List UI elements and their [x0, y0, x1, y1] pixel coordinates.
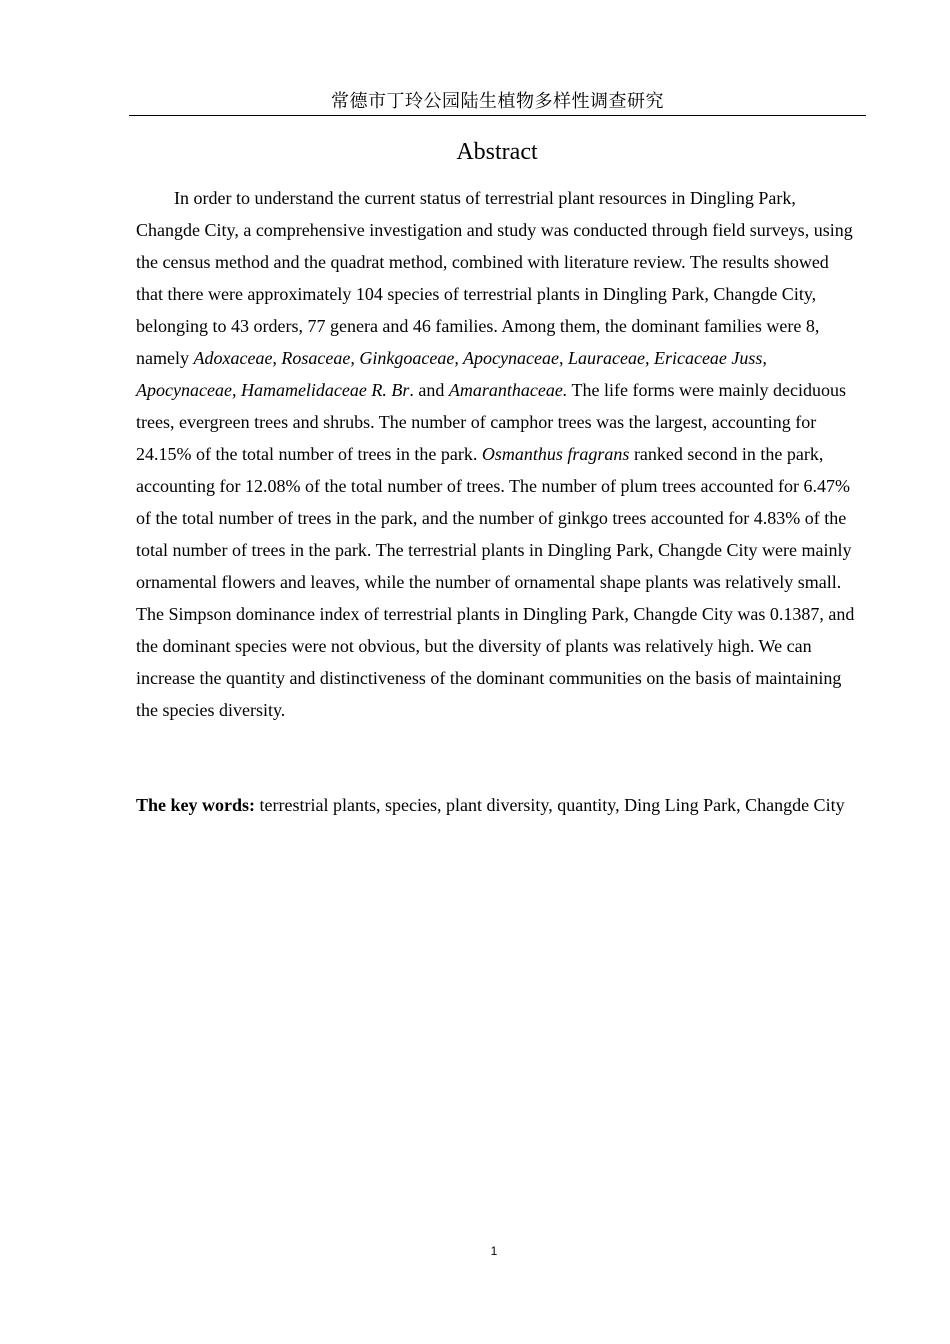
header-rule — [129, 115, 866, 116]
abstract-text: . and — [409, 380, 449, 400]
abstract-family-names: Adoxaceae, Rosaceae, Ginkgoaceae, Apocynaceae, Lauraceae, Ericaceae Juss, Apocynaceae, Hamamelidaceae R. Br — [136, 348, 767, 400]
abstract-family-name: Amaranthaceae. — [448, 380, 568, 400]
keywords-paragraph — [136, 789, 860, 821]
abstract-body — [136, 182, 860, 726]
page-number: 1 — [490, 1244, 498, 1258]
abstract-text: In order to understand the current status of terrestrial plant resources in Dingling Park, Changde City, a comprehensive investigation and study was conducted through field surveys, using the census method and the quadrat method, combined with literature review. The results showed that there were approximately 104 species of terrestrial plants in Dingling Park, Changde City, belonging to 43 orders, 77 genera and 46 families. Among them, the dominant families were 8, namely — [136, 188, 853, 368]
abstract-heading: Abstract — [456, 139, 538, 165]
running-header: 常德市丁玲公园陆生植物多样性调查研究 — [331, 91, 664, 112]
abstract-text: The life forms were mainly deciduous trees, evergreen trees and shrubs. The number of camphor trees was the largest, accounting for 24.15% of the total number of trees in the park. — [136, 380, 846, 464]
keywords-list: terrestrial plants, species, plant diversity, quantity, Ding Ling Park, Changde City — [255, 795, 845, 815]
keywords-label: The key words: — [136, 795, 256, 815]
abstract-species-name: Osmanthus fragrans — [481, 444, 630, 464]
abstract-text: ranked second in the park, accounting for 12.08% of the total number of trees. The number of plum trees accounted for 6.47% of the total number of trees in the park, and the number of ginkgo trees accounted for 4.83% of the total number of trees in the park. The terrestrial plants in Dingling Park, Changde City were mainly ornamental flowers and leaves, while the number of ornamental shape plants was relatively small. The Simpson dominance index of terrestrial plants in Dingling Park, Changde City was 0.1387, and the dominant species were not obvious, but the diversity of plants was relatively high. We can increase the quantity and distinctiveness of the dominant communities on the basis of maintaining the species diversity. — [136, 444, 855, 720]
